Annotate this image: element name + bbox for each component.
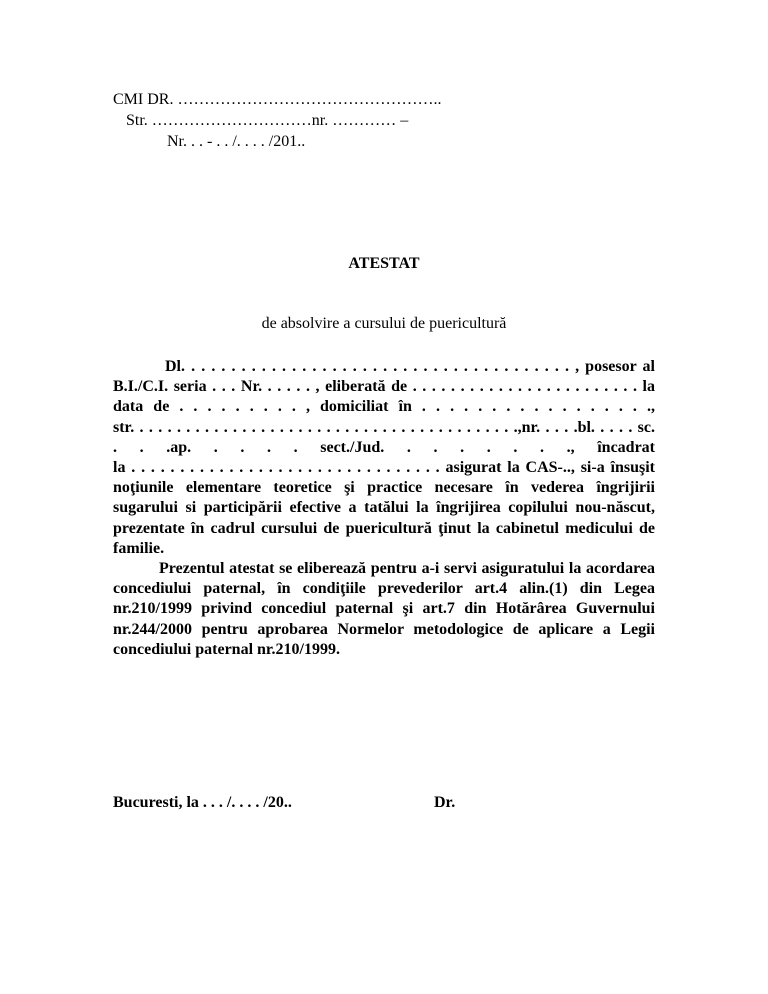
body-line: la . . . . . . . . . . . . . . . . . . . . . . . . . . . . . . . . asigurat la CAS-.., si-a însuşit [113, 459, 655, 477]
body-line: data de . . . . . . . . . , domiciliat în . . . . . . . . . . . . . . . . ., [113, 398, 655, 416]
paragraph-legal-basis [113, 559, 655, 660]
registration-number-line: Nr. . . - . . /. . . . /201.. [167, 133, 306, 150]
document-title: ATESTAT [348, 255, 420, 272]
clinic-name-line: CMI DR. ………………………………………….. [113, 91, 442, 108]
clinic-header [113, 89, 441, 152]
document-subtitle: de absolvire a cursului de puericultură [261, 315, 507, 332]
body-line: nr.244/2000 pentru aprobarea Normelor metodologice de aplicare a Legii [113, 620, 655, 638]
body-line: concediului paternal, în condiţiile prevederilor art.4 alin.(1) din Legea [113, 580, 655, 598]
body-line: nr.210/1999 privind concediul paternal şi art.7 din Hotărârea Guvernului [113, 600, 655, 618]
body-line: Prezentul atestat se eliberează pentru a-i servi asiguratului la acordarea [159, 560, 655, 578]
body-line: sugarului si participării efective a tatălui la îngrijirea copilului nou-născut, [113, 499, 655, 517]
document-body [113, 357, 655, 660]
body-line: . . .ap. . . . . sect./Jud. . . . . . . ., încadrat [113, 438, 655, 456]
body-line: familie. [113, 539, 165, 557]
body-line: concediului paternal nr.210/1999. [113, 640, 340, 658]
doctor-signature-label: Dr. [434, 794, 456, 811]
body-line: B.I./C.I. seria . . . Nr. . . . . . , eliberată de . . . . . . . . . . . . . . . . . . . . . . . . la [113, 378, 655, 396]
clinic-street-line: Str. …………………………nr. ………… – [126, 112, 409, 129]
body-line: str. . . . . . . . . . . . . . . . . . . . . . . . . . . . . . . . . . . . . . . . . .,nr. . . . .bl. . . . . sc. [113, 418, 655, 436]
place-and-date: Bucuresti, la . . . /. . . . /20.. [113, 794, 292, 811]
body-line: prezentate în cadrul cursului de puericultură ţinut la cabinetul medicului de [113, 519, 655, 537]
body-line: Dl. . . . . . . . . . . . . . . . . . . . . . . . . . . . . . . . . . . . . . . , posesor al [165, 358, 655, 375]
paragraph-declaration [113, 357, 655, 559]
body-line: noţiunile elementare teoretice şi practice necesare în vederea îngrijirii [113, 479, 655, 497]
